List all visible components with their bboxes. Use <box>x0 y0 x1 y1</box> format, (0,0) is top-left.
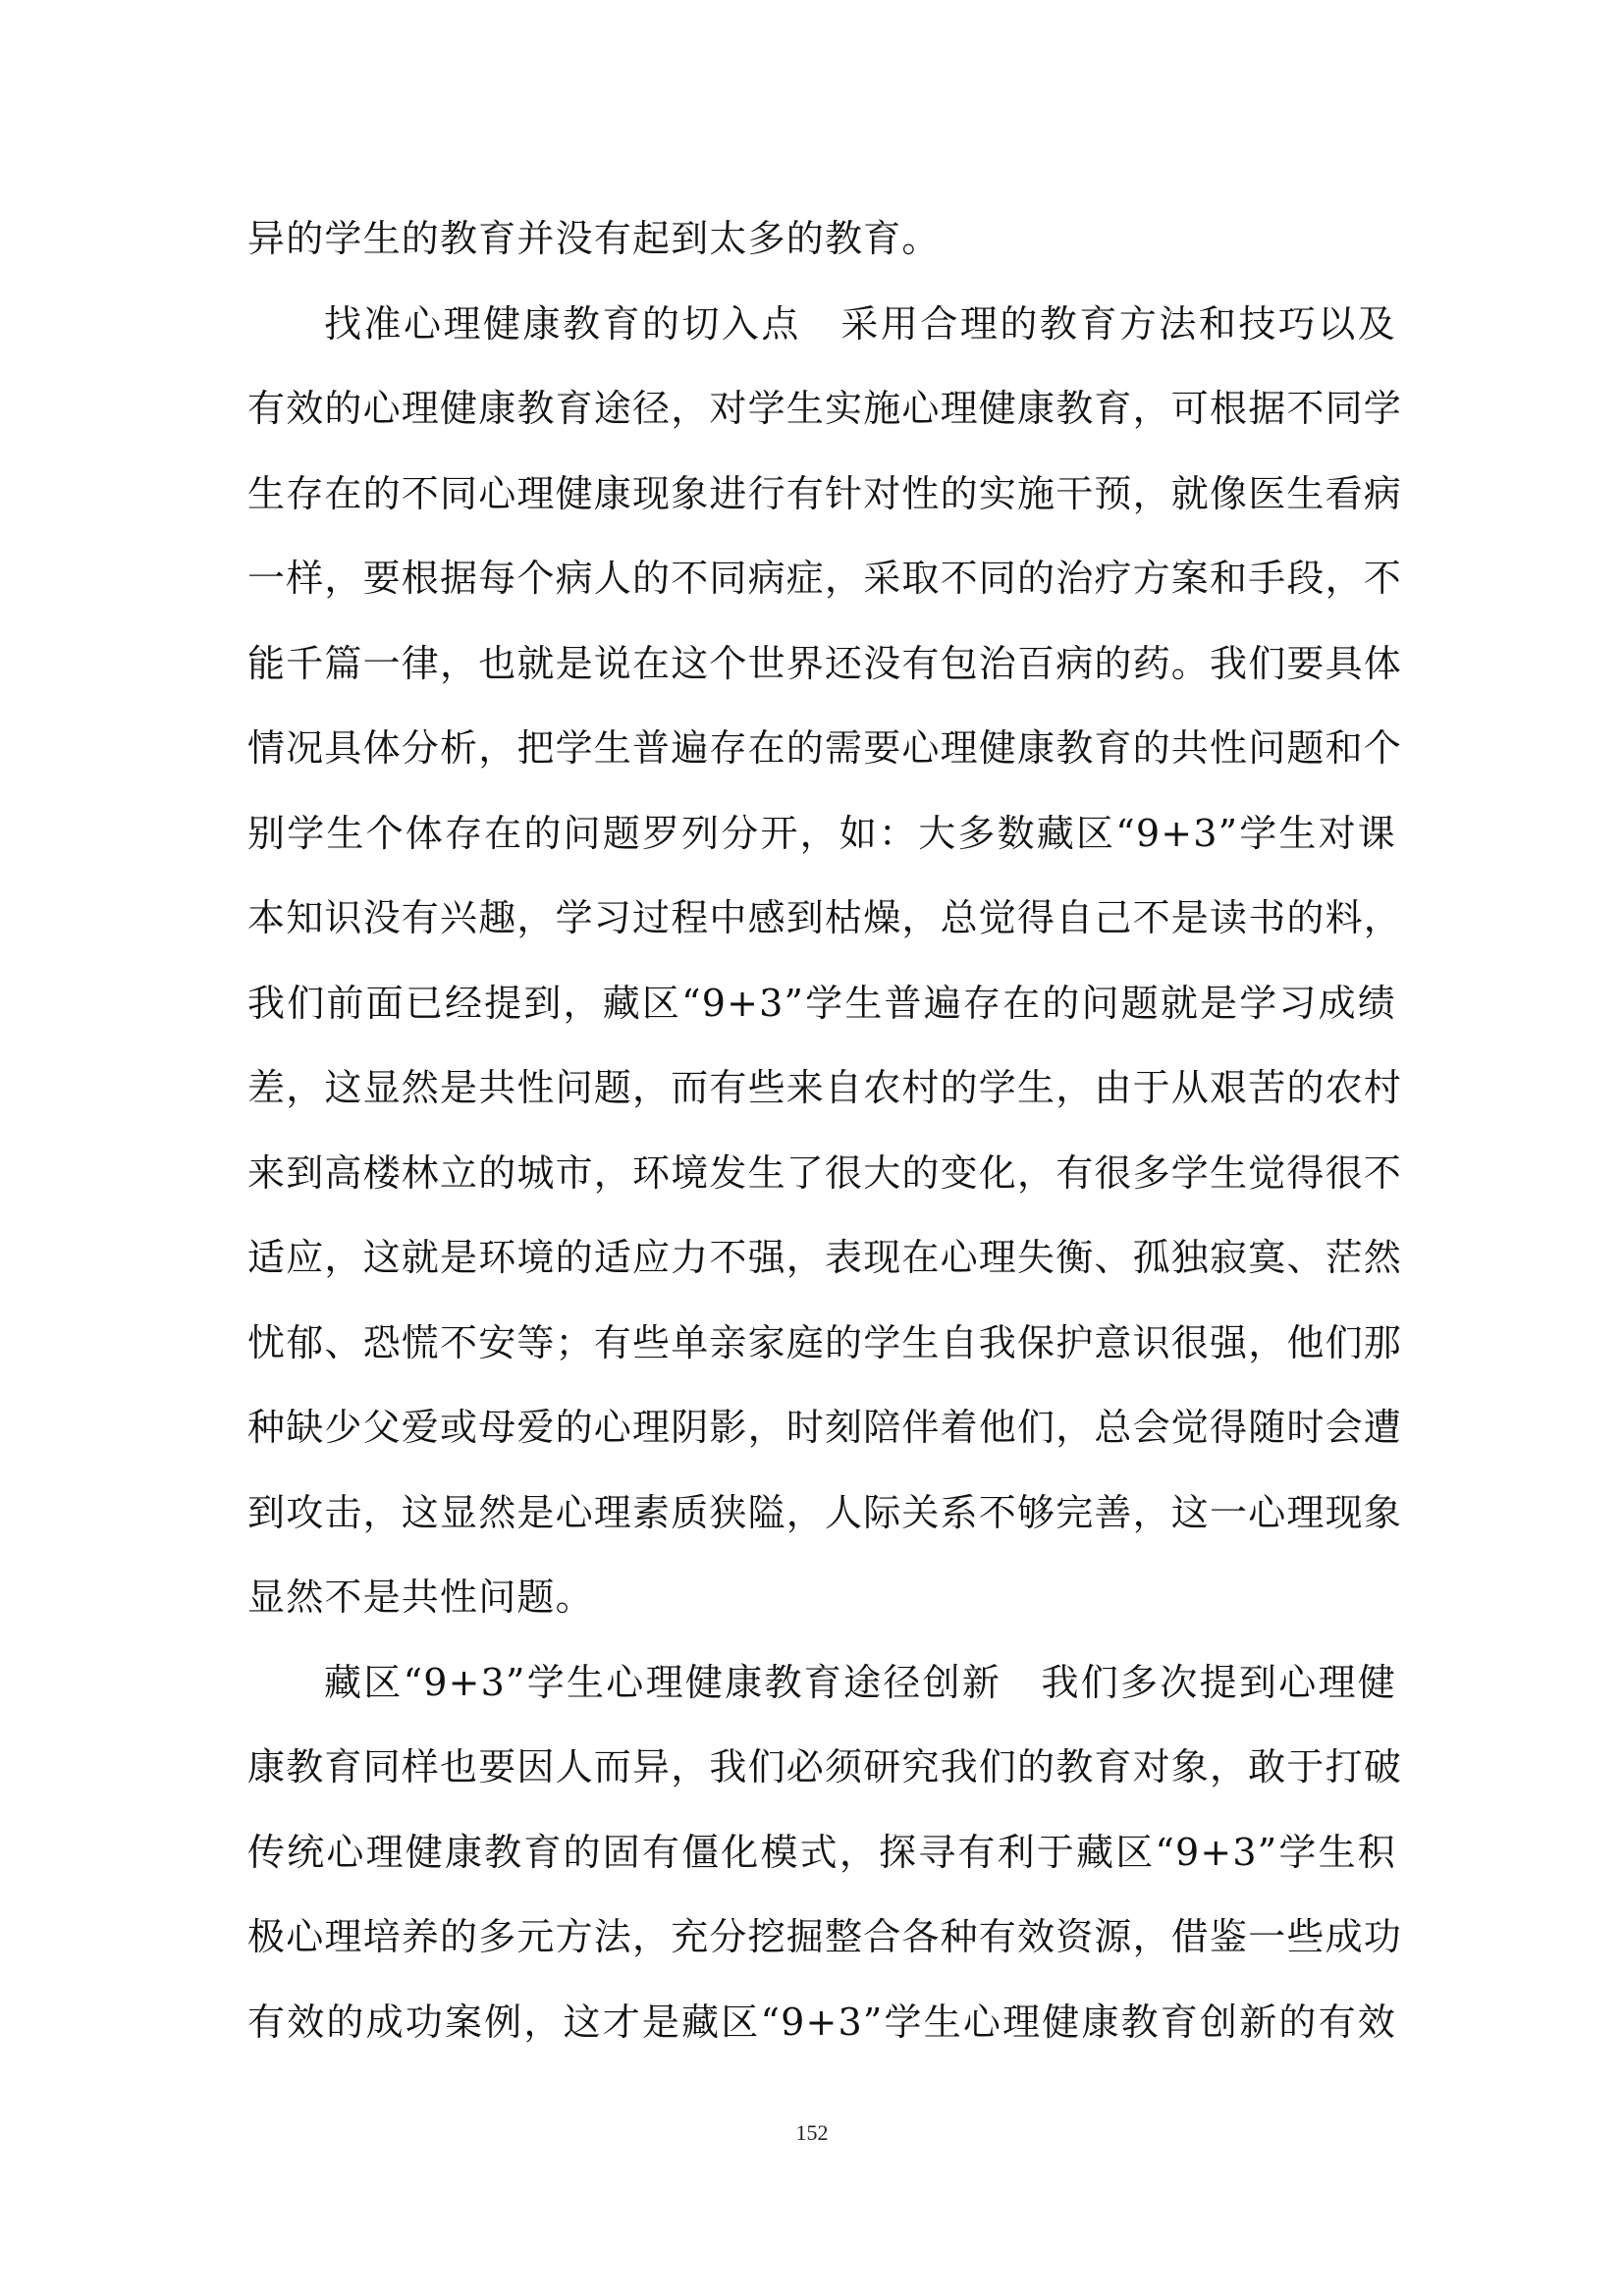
text-line: 我们前面已经提到，藏区“9+3”学生普遍存在的问题就是学习成绩 <box>247 981 1396 1025</box>
text-line: 显然不是共性问题。 <box>247 1575 594 1619</box>
text-line: 极心理培养的多元方法，充分挖掘整合各种有效资源，借鉴一些成功 <box>247 1915 1403 1958</box>
text-line: 有效的成功案例，这才是藏区“9+3”学生心理健康教育创新的有效 <box>247 2000 1396 2044</box>
text-line: 有效的心理健康教育途径，对学生实施心理健康教育，可根据不同学 <box>247 387 1403 430</box>
text-line: 来到高楼林立的城市，环境发生了很大的变化，有很多学生觉得很不 <box>247 1150 1403 1195</box>
text-line: 康教育同样也要因人而异，我们必须研究我们的教育对象，敢于打破 <box>247 1745 1403 1789</box>
text-line: 忧郁、恐慌不安等；有些单亲家庭的学生自我保护意识很强，他们那 <box>247 1320 1403 1364</box>
body-text <box>247 196 1403 2064</box>
text-line: 一样，要根据每个病人的不同病症，采取不同的治疗方案和手段，不 <box>247 557 1403 600</box>
text-line: 到攻击，这显然是心理素质狭隘，人际关系不够完善，这一心理现象 <box>247 1490 1403 1534</box>
text-line: 别学生个体存在的问题罗列分开，如：大多数藏区“9+3”学生对课 <box>247 811 1396 855</box>
text-line: 藏区“9+3”学生心理健康教育途径创新 我们多次提到心理健 <box>324 1660 1396 1704</box>
text-line: 差，这显然是共性问题，而有些来自农村的学生，由于从艰苦的农村 <box>247 1066 1403 1109</box>
page-number: 152 <box>795 2120 829 2145</box>
text-line: 异的学生的教育并没有起到太多的教育。 <box>247 217 941 260</box>
text-line: 适应，这就是环境的适应力不强，表现在心理失衡、孤独寂寞、茫然 <box>247 1236 1403 1279</box>
text-line: 生存在的不同心理健康现象进行有针对性的实施干预，就像医生看病 <box>247 471 1403 515</box>
text-line: 找准心理健康教育的切入点 采用合理的教育方法和技巧以及 <box>324 301 1396 346</box>
text-line: 传统心理健康教育的固有僵化模式，探寻有利于藏区“9+3”学生积 <box>247 1830 1396 1874</box>
text-line: 情况具体分析，把学生普遍存在的需要心理健康教育的共性问题和个 <box>247 726 1403 770</box>
text-line: 能千篇一律，也就是说在这个世界还没有包治百病的药。我们要具体 <box>247 641 1403 685</box>
text-line: 种缺少父爱或母爱的心理阴影，时刻陪伴着他们，总会觉得随时会遭 <box>247 1406 1403 1449</box>
text-line: 本知识没有兴趣，学习过程中感到枯燥，总觉得自己不是读书的料， <box>247 896 1403 939</box>
